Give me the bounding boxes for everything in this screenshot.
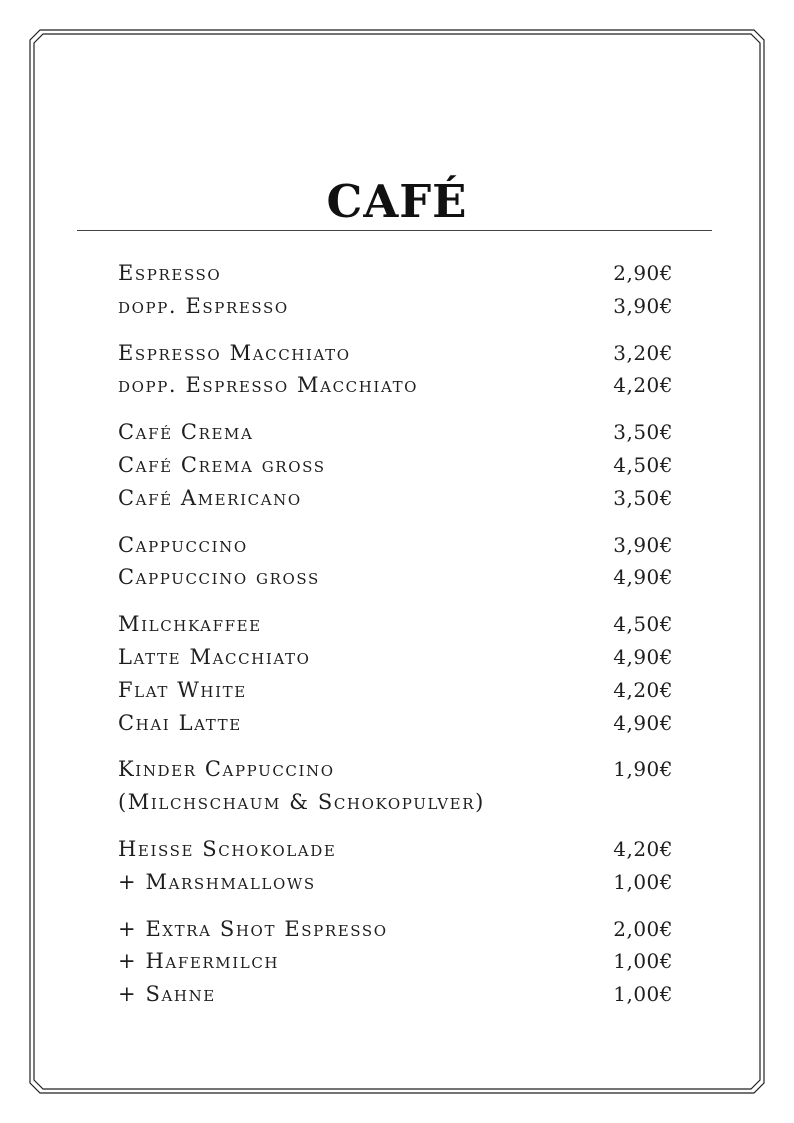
item-name: dopp. Espresso Macchiato	[118, 373, 419, 398]
menu-section	[118, 753, 673, 819]
item-price: 3,90€	[613, 532, 673, 557]
item-price: 3,50€	[613, 420, 673, 445]
menu-title: CAFÉ	[326, 175, 468, 228]
menu-section	[118, 608, 673, 739]
item-name: + Sahne	[118, 982, 216, 1007]
item-name: Milchkaffee	[118, 612, 262, 637]
item-name: Cappuccino gross	[118, 565, 320, 590]
item-price: 3,90€	[613, 293, 673, 318]
item-name: + Extra Shot Espresso	[118, 916, 388, 941]
item-price: 4,90€	[613, 644, 673, 669]
item-price: 4,50€	[613, 452, 673, 477]
menu-item	[118, 833, 673, 866]
item-price: 1,00€	[613, 982, 673, 1007]
item-name: Café Americano	[118, 485, 302, 510]
menu-section	[118, 833, 673, 899]
item-price: 3,50€	[613, 485, 673, 510]
menu-section	[118, 257, 673, 323]
item-price: 4,50€	[613, 612, 673, 637]
menu-section	[118, 416, 673, 514]
menu-section	[118, 913, 673, 1011]
menu-item	[118, 449, 673, 482]
menu-item	[118, 561, 673, 594]
menu-item	[118, 257, 673, 290]
item-name: (Milchschaum & Schokopulver)	[118, 790, 485, 815]
item-name: Chai Latte	[118, 710, 242, 735]
menu-item	[118, 866, 673, 899]
item-name: Cappuccino	[118, 532, 248, 557]
item-name: Café Crema gross	[118, 452, 326, 477]
item-name: Latte Macchiato	[118, 644, 311, 669]
item-price: 4,20€	[613, 373, 673, 398]
title-divider	[77, 230, 712, 231]
menu-section	[118, 337, 673, 403]
menu-item	[118, 945, 673, 978]
item-name: Espresso	[118, 261, 222, 285]
menu-list	[118, 257, 673, 1025]
item-name: + Marshmallows	[118, 869, 316, 894]
menu-section	[118, 529, 673, 595]
menu-item	[118, 416, 673, 449]
item-price: 1,00€	[613, 949, 673, 974]
menu-item	[118, 913, 673, 946]
item-name: + Hafermilch	[118, 949, 280, 974]
item-price: 4,20€	[613, 836, 673, 861]
item-price: 3,20€	[613, 340, 673, 365]
item-price: 2,00€	[613, 916, 673, 941]
menu-item	[118, 674, 673, 707]
menu-item	[118, 608, 673, 641]
item-price: 1,90€	[613, 757, 673, 782]
menu-item	[118, 482, 673, 515]
menu-item	[118, 786, 673, 819]
item-name: Heisse Schokolade	[118, 836, 337, 861]
item-price: 4,20€	[613, 677, 673, 702]
menu-item	[118, 369, 673, 402]
item-price: 4,90€	[613, 710, 673, 735]
menu-item	[118, 337, 673, 370]
item-name: Café Crema	[118, 420, 254, 445]
item-price: 2,90€	[613, 261, 673, 285]
item-name: dopp. Espresso	[118, 293, 289, 318]
item-price: 1,00€	[613, 869, 673, 894]
menu-item	[118, 290, 673, 323]
item-price: 4,90€	[613, 565, 673, 590]
menu-item	[118, 641, 673, 674]
menu-item	[118, 529, 673, 562]
menu-item	[118, 753, 673, 786]
menu-item	[118, 978, 673, 1011]
item-name: Kinder Cappuccino	[118, 757, 335, 782]
item-name: Espresso Macchiato	[118, 340, 351, 365]
item-name: Flat White	[118, 677, 247, 702]
menu-item	[118, 707, 673, 740]
